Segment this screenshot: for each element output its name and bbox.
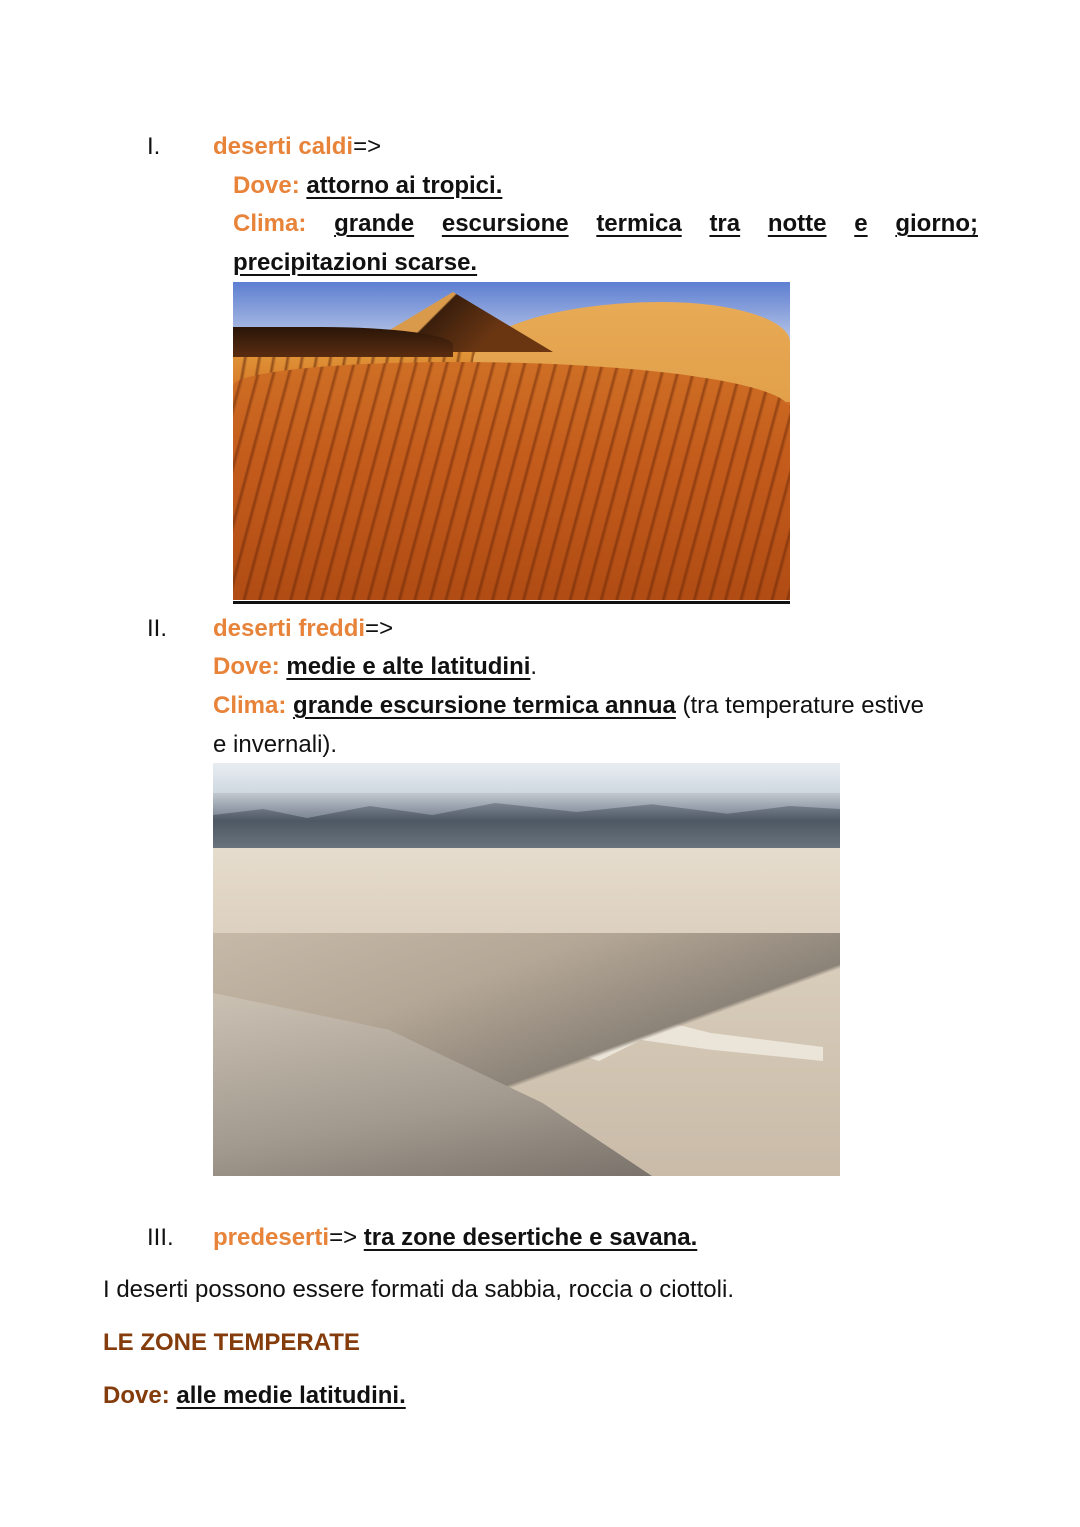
dove-line-2 (213, 652, 537, 682)
clima-value-cont: precipitazioni scarse. (233, 249, 478, 276)
hot-desert-image (233, 282, 790, 600)
section-heading (103, 1328, 360, 1358)
dove-label: Dove: (233, 172, 300, 199)
image-underline (233, 601, 790, 604)
list-numeral-1: I. (147, 133, 161, 160)
arrow: => (353, 133, 382, 160)
arrow: => (365, 615, 394, 642)
section-dove-line (103, 1381, 406, 1411)
clima-word: giorno; (895, 210, 978, 237)
dove-value: attorno ai tropici. (306, 172, 503, 199)
clima-word: e (854, 210, 868, 237)
body-paragraph (103, 1275, 734, 1305)
clima-word: notte (767, 210, 827, 237)
sky (213, 763, 840, 793)
list-numeral-3: III. (147, 1224, 174, 1251)
dove-value: medie e alte latitudini (286, 653, 531, 680)
clima-line-2b (213, 730, 337, 760)
dove-value: alle medie latitudini. (176, 1382, 406, 1409)
clima-word: escursione (441, 210, 569, 237)
mountains (213, 791, 840, 851)
clima-cont: e invernali). (213, 731, 338, 758)
clima-word: termica (596, 210, 682, 237)
item-predeserti (213, 1223, 697, 1253)
item-heading-deserti-caldi (213, 132, 381, 162)
item-heading-deserti-freddi (213, 614, 393, 644)
list-numeral-2: II. (147, 615, 168, 642)
clima-value: grande escursione termica annua (293, 692, 676, 719)
clima-suffix: (tra temperature estive (675, 692, 924, 719)
clima-label: Clima: (233, 210, 307, 237)
clima-word: tra (709, 210, 741, 237)
cold-desert-image (213, 763, 840, 1176)
rippled-sand (233, 362, 790, 600)
dove-label: Dove: (103, 1382, 170, 1409)
clima-word: grande (334, 210, 415, 237)
heading-text: LE ZONE TEMPERATE (103, 1329, 360, 1356)
clima-line-2 (213, 691, 924, 721)
item-value: tra zone desertiche e savana. (363, 1224, 698, 1251)
item-title: predeserti (213, 1224, 330, 1251)
clima-label: Clima: (213, 692, 287, 719)
arrow: => (329, 1224, 364, 1251)
item-title: deserti caldi (213, 133, 354, 160)
dove-label: Dove: (213, 653, 280, 680)
clima-line-1 (233, 209, 978, 239)
dove-line-1 (233, 171, 502, 201)
dove-suffix: . (530, 653, 538, 680)
paragraph-text: I deserti possono essere formati da sabbia, roccia o ciottoli. (103, 1276, 734, 1303)
item-title: deserti freddi (213, 615, 366, 642)
clima-line-1b (233, 248, 477, 278)
